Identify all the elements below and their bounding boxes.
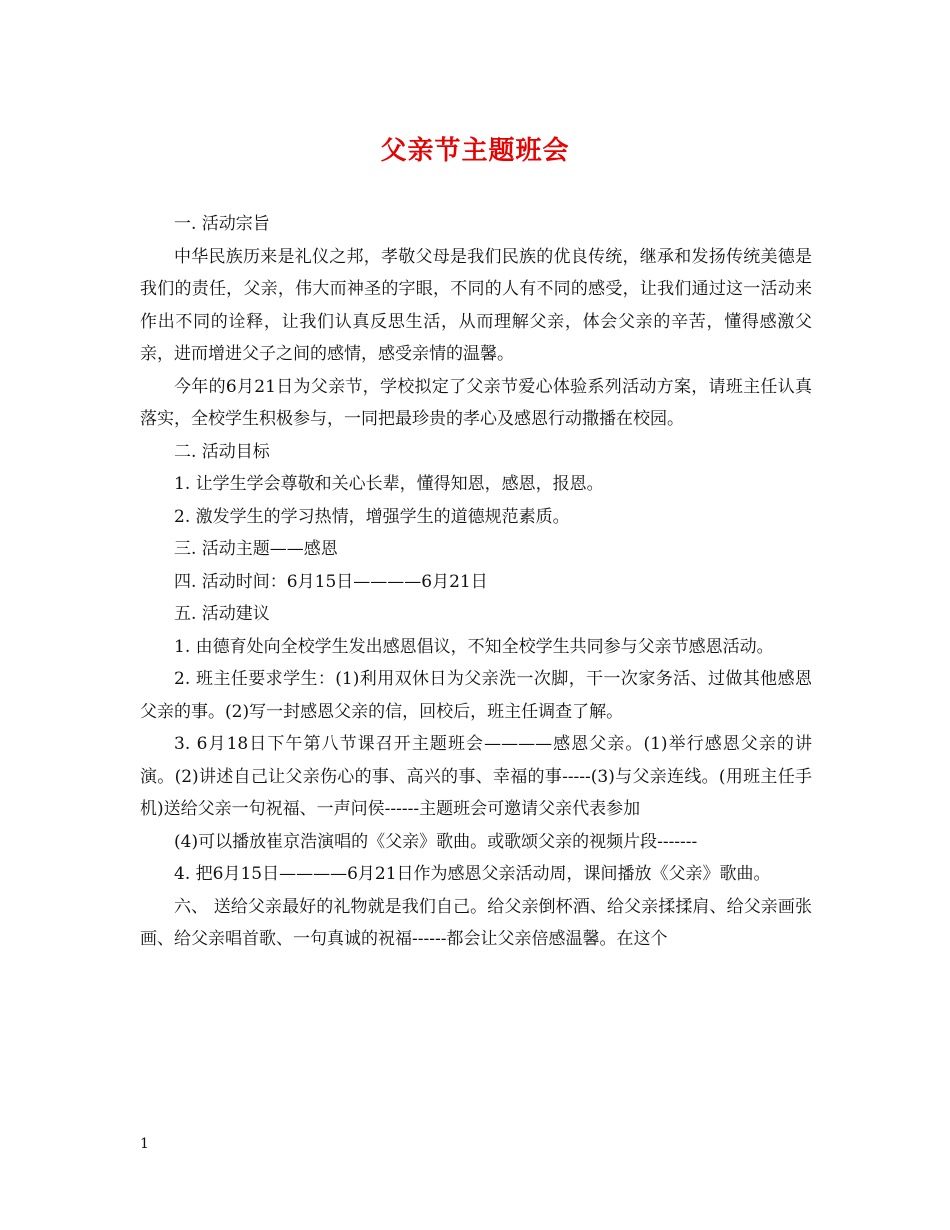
suggestion-item-4: 4. 把6月15日————6月21日作为感恩父亲活动周，课间播放《父亲》歌曲。 bbox=[174, 864, 771, 884]
paragraph-fathers-day: 今年的6月21日为父亲节，学校拟定了父亲节爱心体验系列活动方案，请班主任认真落实，全校学生积极参与，一同把最珍贵的孝心及感恩行动撒播在校园。 bbox=[140, 376, 812, 429]
paragraph-purpose: 中华民族历来是礼仪之邦，孝敬父母是我们民族的优良传统，继承和发扬传统美德是我们的责任，父亲，伟大而神圣的字眼，不同的人有不同的感受，让我们通过这一活动来作出不同的诠释，让我们认真反思生活，从而理解父亲，体会父亲的辛苦，懂得感激父亲，进而增进父子之间的感情，感受亲情的温馨。 bbox=[140, 246, 812, 364]
suggestion-item-3: 3. 6月18日下午第八节课召开主题班会————感恩父亲。(1)举行感恩父亲的讲演。(2)讲述自己让父亲伤心的事、高兴的事、幸福的事-----(3)与父亲连线。(用班主任手机)送给父亲一句祝福、一声问侯------主题班会可邀请父亲代表参加 bbox=[140, 734, 812, 819]
suggestion-item-2: 2. 班主任要求学生：(1)利用双休日为父亲洗一次脚，干一次家务活、过做其他感恩父亲的事。(2)写一封感恩父亲的信，回校后，班主任调查了解。 bbox=[140, 669, 812, 722]
goal-item-2: 2. 激发学生的学习热情，增强学生的道德规范素质。 bbox=[174, 506, 570, 527]
section-heading-suggestions: 五. 活动建议 bbox=[174, 604, 270, 624]
page-number: 1 bbox=[140, 1136, 149, 1152]
section-heading-goals: 二. 活动目标 bbox=[174, 441, 270, 462]
document-body bbox=[140, 208, 812, 956]
document-title: 父亲节主题班会 bbox=[380, 136, 570, 166]
section-heading-gift: 六、 送给父亲最好的礼物就是我们自己。给父亲倒杯酒、给父亲揉揉肩、给父亲画张画、给父亲唱首歌、一句真诚的祝福------都会让父亲倍感温馨。在这个 bbox=[140, 896, 812, 949]
suggestion-item-1: 1. 由德育处向全校学生发出感恩倡议，不知全校学生共同参与父亲节感恩活动。 bbox=[174, 636, 774, 657]
goal-item-1: 1. 让学生学会尊敬和关心长辈，懂得知恩，感恩，报恩。 bbox=[174, 474, 604, 494]
suggestion-item-3-sub-4: (4)可以播放崔京浩演唱的《父亲》歌曲。或歌颂父亲的视频片段------- bbox=[174, 831, 698, 852]
section-heading-theme: 三. 活动主题——感恩 bbox=[174, 539, 338, 559]
section-heading-purpose: 一. 活动宗旨 bbox=[174, 214, 270, 234]
section-heading-time: 四. 活动时间：6月15日————6月21日 bbox=[174, 571, 488, 592]
